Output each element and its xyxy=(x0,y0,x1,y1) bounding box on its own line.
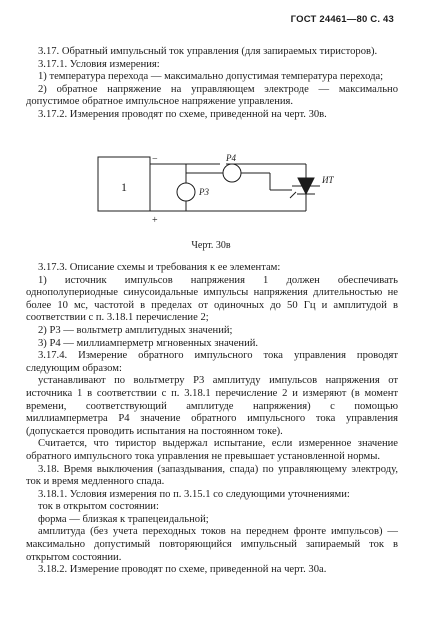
paragraph-amplitude: амплитуда (без учета переходных токов на переднем фронте импульсов) — максимально допустимый повторяющийся импульсный запираемый ток в открытом состоянии. xyxy=(26,526,398,563)
paragraph-item-1: 1) источник импульсов напряжения 1 должен обеспечивать однополупериодные синусоидальные импульсы напряжения длительностью не более 10 мс, частотой в пределах от одиночных до 50 Гц и амплитудой в соответствии с п. 3.18.1 перечисление 2; xyxy=(26,274,398,324)
paragraph-3-17-4: 3.17.4. Измерение обратного импульсного тока управления проводят следующим образом: xyxy=(26,350,398,374)
paragraph-current-state: ток в открытом состоянии: xyxy=(38,501,159,513)
paragraph-3-18: 3.18. Время выключения (запаздывания, спада) по управляющему электроду, ток и время медленного спада. xyxy=(26,463,398,488)
thyristor-label: ИТ xyxy=(322,175,334,185)
text-block-bottom xyxy=(26,262,398,577)
circuit-diagram xyxy=(0,0,422,240)
ammeter-p4 xyxy=(223,164,241,182)
paragraph-item-3: 3) Р4 — миллиамперметр мгновенных значений. xyxy=(38,337,259,349)
voltmeter-p3 xyxy=(177,183,195,201)
paragraph-3-17: 3.17. Обратный импульсный ток управления (для запираемых тиристоров). xyxy=(38,46,378,57)
minus-terminal: − xyxy=(152,154,158,165)
voltmeter-label: Р3 xyxy=(199,187,209,197)
paragraph-shape: форма — близкая к трапецеидальной; xyxy=(38,513,209,525)
paragraph-condition-2: 2) обратное напряжение на управляющем электроде — максимально допустимое обратное импульсное напряжение управления. xyxy=(26,83,398,108)
paragraph-condition-1: 1) температура перехода — максимально допустимая температура перехода; xyxy=(38,71,384,83)
source-label: 1 xyxy=(121,180,127,194)
paragraph-3-17-2: 3.17.2. Измерения проводят по схеме, приведенной на черт. 30в. xyxy=(38,108,327,120)
paragraph-criterion: Считается, что тиристор выдержал испытание, если измеренное значение обратного импульсного тока управления не превышает установленной нормы. xyxy=(26,438,398,462)
paragraph-3-17-1: 3.17.1. Условия измерения: xyxy=(38,58,160,70)
paragraph-3-18-1: 3.18.1. Условия измерения по п. 3.15.1 со следующими уточнениями: xyxy=(38,488,350,500)
paragraph-3-17-3: 3.17.3. Описание схемы и требования к ее элементам: xyxy=(38,262,281,273)
page-header: ГОСТ 24461—80 С. 43 xyxy=(290,14,394,25)
figure-caption: Черт. 30в xyxy=(191,240,231,251)
paragraph-procedure: устанавливают по вольтметру Р3 амплитуду импульсов напряжения от источника 1 в соответствии с п. 3.18.1 перечисление 2 и измеряют (в момент времени, соответствующий амплитуде напряжения) с помощью миллиамперметра Р4 значение обратного импульсного тока управления (допускается проводить испытания на постоянном токе). xyxy=(26,375,398,437)
paragraph-3-18-2: 3.18.2. Измерение проводят по схеме, приведенной на черт. 30а. xyxy=(38,564,327,576)
ammeter-label: Р4 xyxy=(226,153,236,163)
plus-terminal: + xyxy=(152,215,158,226)
paragraph-item-2: 2) Р3 — вольтметр амплитудных значений; xyxy=(38,324,233,336)
